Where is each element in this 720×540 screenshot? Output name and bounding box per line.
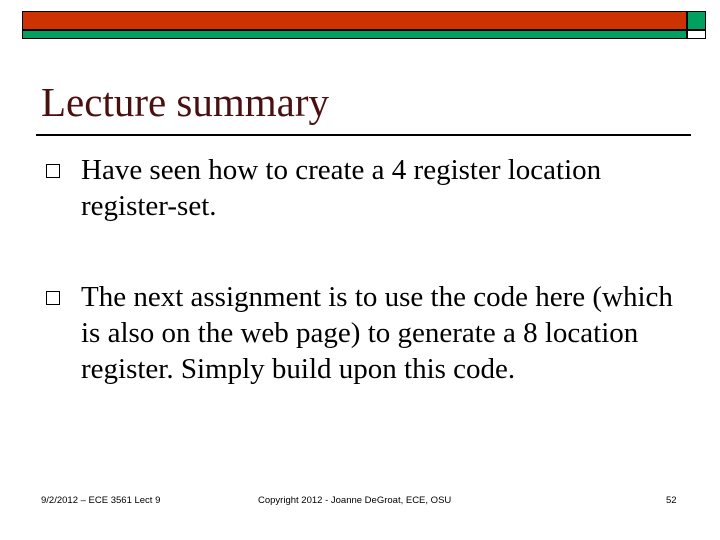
footer-date-course: 9/2/2012 – ECE 3561 Lect 9 [41, 495, 161, 506]
title-underline [36, 134, 691, 136]
bullet-text: Have seen how to create a 4 register location register-set. [81, 154, 602, 222]
header-red-bar [22, 11, 687, 30]
header-corner-square-green [687, 11, 706, 30]
slide-number: 52 [666, 495, 677, 506]
slide-title: Lecture summary [41, 79, 330, 125]
header-corner-square-white [687, 30, 706, 39]
square-bullet-icon [46, 164, 60, 178]
footer-copyright: Copyright 2012 - Joanne DeGroat, ECE, OSU [258, 495, 452, 506]
square-bullet-icon [46, 291, 60, 305]
header-green-bar [22, 30, 687, 39]
bullet-text: The next assignment is to use the code here (which is also on the web page) to generate a 8 location register. Simply build upon this code. [81, 281, 673, 385]
